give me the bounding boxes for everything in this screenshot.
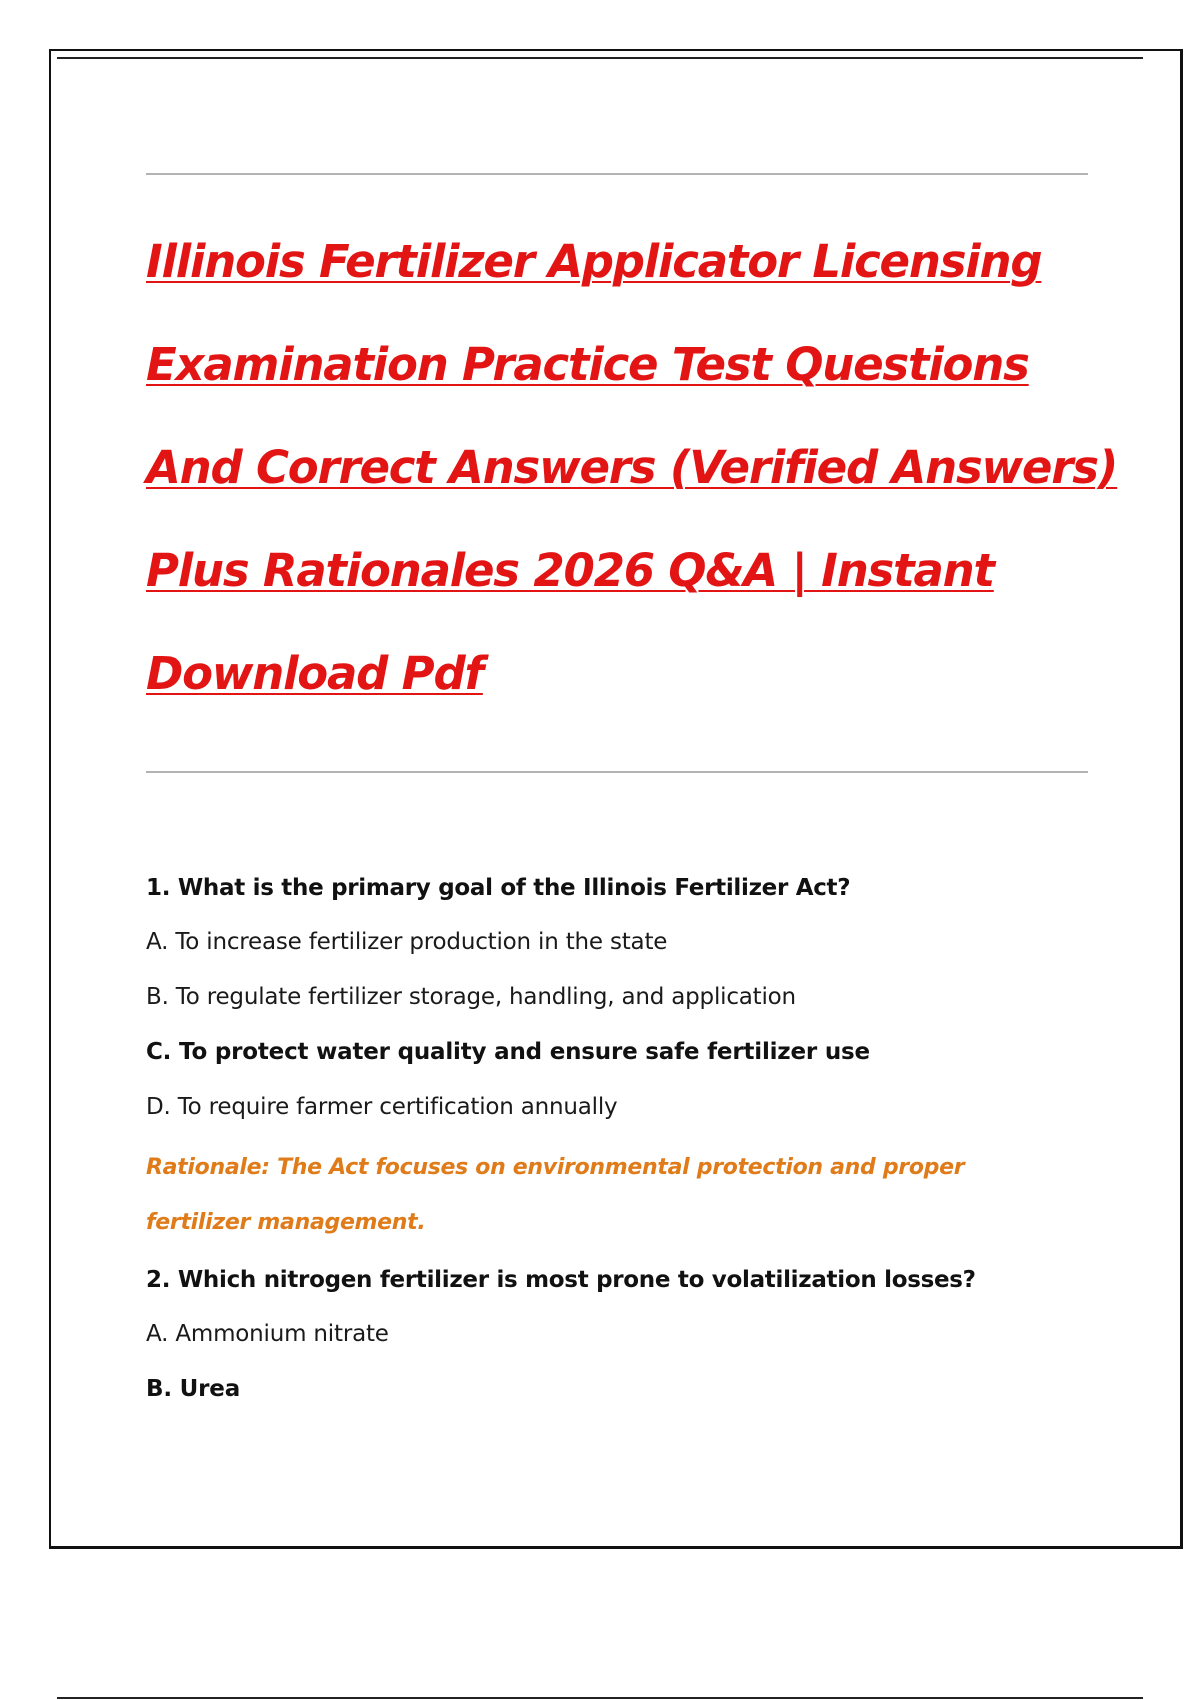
title-line: Illinois Fertilizer Applicator Licensing [146, 235, 1042, 288]
question-text: 2. Which nitrogen fertilizer is most prone to volatilization losses? [146, 1267, 976, 1293]
answer-option: A. Ammonium nitrate [146, 1321, 389, 1347]
title-line: Download Pdf [146, 647, 483, 700]
question-block [146, 1264, 1106, 1405]
question-block [146, 872, 1106, 1250]
correct-answer-option: B. Urea [146, 1376, 241, 1402]
frame-top-rule [57, 57, 1143, 59]
next-page-top-rule [57, 1697, 1143, 1699]
title-line: Examination Practice Test Questions [146, 338, 1029, 391]
title-line: Plus Rationales 2026 Q&A | Instant [146, 544, 994, 597]
rationale-text: Rationale: The Act focuses on environmental protection and proper fertilizer management. [146, 1155, 965, 1235]
questions-section [146, 872, 1106, 1428]
answer-option: A. To increase fertilizer production in the state [146, 929, 668, 955]
answer-option: D. To require farmer certification annually [146, 1094, 618, 1120]
title-line: And Correct Answers (Verified Answers) [146, 441, 1118, 494]
answer-option: B. To regulate fertilizer storage, handling, and application [146, 984, 796, 1010]
title-top-divider [146, 173, 1088, 175]
correct-answer-option: C. To protect water quality and ensure safe fertilizer use [146, 1039, 870, 1065]
document-title [146, 210, 1118, 725]
title-bottom-divider [146, 771, 1088, 773]
question-text: 1. What is the primary goal of the Illinois Fertilizer Act? [146, 875, 851, 901]
